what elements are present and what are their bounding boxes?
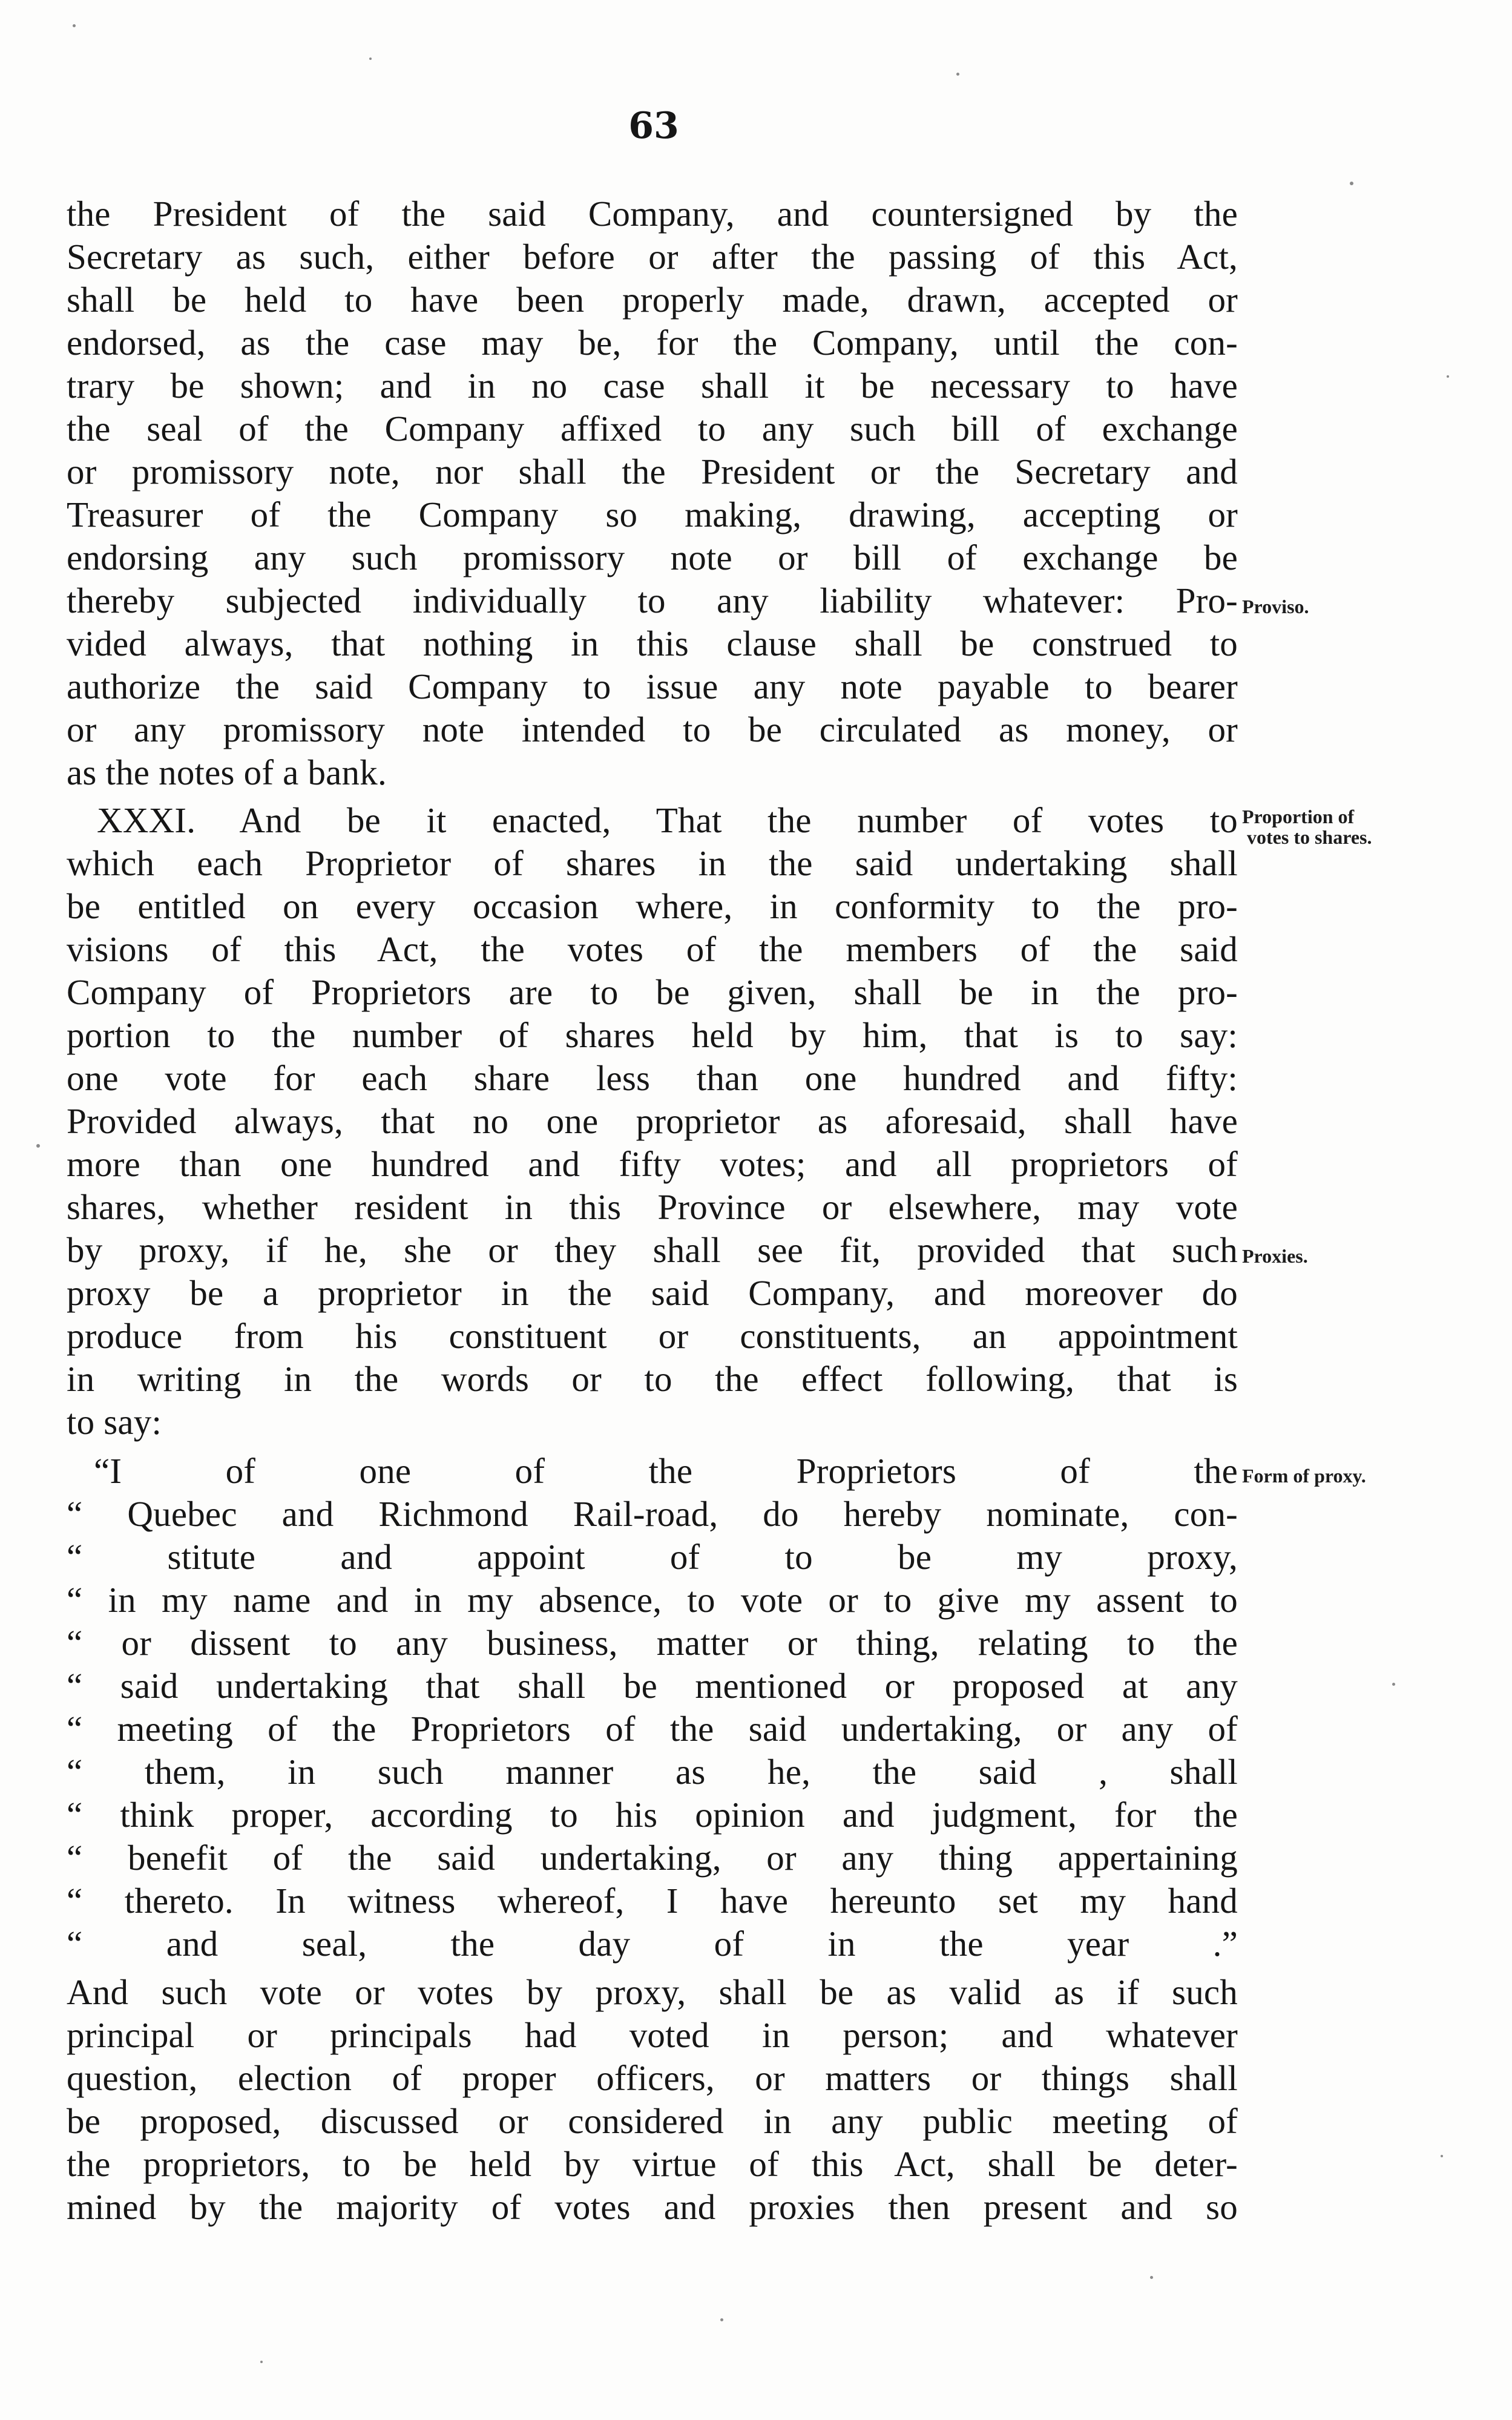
text-line: principal or principals had voted in person; and whatever (67, 2015, 1238, 2055)
text-line: Company of Proprietors are to be given, shall be in the pro- (67, 972, 1238, 1012)
proxy-form-line: “I of one of the Proprietors of the (94, 1451, 1238, 1491)
proxy-form-line: “ said undertaking that shall be mentioned or proposed at any (67, 1666, 1238, 1706)
scan-speck (1150, 2276, 1153, 2279)
scan-speck (1441, 2155, 1443, 2157)
text-line: endorsing any such promissory note or bill of exchange be (67, 538, 1238, 577)
page-number: 63 (628, 105, 679, 147)
text-line: thereby subjected individually to any liability whatever: Pro- (67, 580, 1238, 620)
text-line: or promissory note, nor shall the President or the Secretary and (67, 452, 1238, 492)
text-line: the President of the said Company, and countersigned by the (67, 194, 1238, 234)
text-line: endorsed, as the case may be, for the Company, until the con- (67, 323, 1238, 363)
text-line: produce from his constituent or constituents, an appointment (67, 1316, 1238, 1356)
proxy-form-line: “ stitute and appoint of to be my proxy, (67, 1537, 1238, 1577)
text-line: portion to the number of shares held by him, that is to say: (67, 1015, 1238, 1055)
proxy-form-line: “ think proper, according to his opinion and judgment, for the (67, 1795, 1238, 1835)
text-line: Provided always, that no one proprietor as aforesaid, shall have (67, 1101, 1238, 1141)
text-line: And such vote or votes by proxy, shall be as valid as if such (67, 1972, 1238, 2012)
proxy-form-line: “ thereto. In witness whereof, I have hereunto set my hand (67, 1881, 1238, 1921)
text-line: one vote for each share less than one hundred and fifty: (67, 1058, 1238, 1098)
margin-note-proportion-line-1: Proportion of (1242, 806, 1355, 827)
proxy-form-line: “ meeting of the Proprietors of the said undertaking, or any of (67, 1709, 1238, 1749)
text-line: to say: (67, 1402, 162, 1442)
text-line: visions of this Act, the votes of the members of the said (67, 929, 1238, 969)
text-line: which each Proprietor of shares in the said undertaking shall (67, 843, 1238, 883)
scan-speck (1392, 1683, 1395, 1686)
text-line: Secretary as such, either before or after the passing of this Act, (67, 237, 1238, 277)
scan-speck (1447, 375, 1449, 378)
proxy-form-line: “ them, in such manner as he, the said , shall (67, 1752, 1238, 1792)
text-line: vided always, that nothing in this clause shall be construed to (67, 623, 1238, 663)
section-heading-line: XXXI. And be it enacted, That the number of votes to (97, 800, 1238, 840)
scan-speck (956, 73, 959, 76)
text-line: the proprietors, to be held by virtue of this Act, shall be deter- (67, 2144, 1238, 2184)
proxy-form-line: “ and seal, the day of in the year .” (67, 1924, 1238, 1964)
proxy-form-line: “ benefit of the said undertaking, or any thing appertaining (67, 1838, 1238, 1878)
text-line: shares, whether resident in this Province or elsewhere, may vote (67, 1187, 1238, 1227)
proxy-form-line: “ Quebec and Richmond Rail-road, do hereby nominate, con- (67, 1494, 1238, 1534)
text-line: be entitled on every occasion where, in conformity to the pro- (67, 886, 1238, 926)
text-line: trary be shown; and in no case shall it be necessary to have (67, 366, 1238, 406)
text-line: as the notes of a bank. (67, 752, 387, 792)
scan-speck (73, 24, 76, 27)
proxy-form-line: “ in my name and in my absence, to vote or to give my assent to (67, 1580, 1238, 1620)
text-line: Treasurer of the Company so making, drawing, accepting or (67, 495, 1238, 534)
margin-note-proxies: Proxies. (1242, 1245, 1308, 1267)
margin-note-form-of-proxy: Form of proxy. (1242, 1465, 1366, 1487)
margin-note-proportion-line-2: votes to shares. (1247, 826, 1372, 848)
scan-speck (1350, 182, 1353, 185)
margin-note-proviso: Proviso. (1242, 596, 1309, 617)
text-line: the seal of the Company affixed to any such bill of exchange (67, 409, 1238, 449)
text-line: be proposed, discussed or considered in any public meeting of (67, 2101, 1238, 2141)
text-line: proxy be a proprietor in the said Company, and moreover do (67, 1273, 1238, 1313)
text-line: question, election of proper officers, or matters or things shall (67, 2058, 1238, 2098)
text-line: mined by the majority of votes and proxies then present and so (67, 2187, 1238, 2227)
proxy-form-line: “ or dissent to any business, matter or thing, relating to the (67, 1623, 1238, 1663)
text-line: authorize the said Company to issue any note payable to bearer (67, 666, 1238, 706)
text-line: shall be held to have been properly made, drawn, accepted or (67, 280, 1238, 320)
text-line: in writing in the words or to the effect following, that is (67, 1359, 1238, 1399)
text-line: by proxy, if he, she or they shall see fit, provided that such (67, 1230, 1238, 1270)
text-line: more than one hundred and fifty votes; and all proprietors of (67, 1144, 1238, 1184)
scan-speck (36, 1144, 40, 1148)
scan-speck (260, 2361, 263, 2363)
text-line: or any promissory note intended to be circulated as money, or (67, 709, 1238, 749)
scan-speck (720, 2318, 723, 2321)
scan-speck (369, 58, 372, 60)
